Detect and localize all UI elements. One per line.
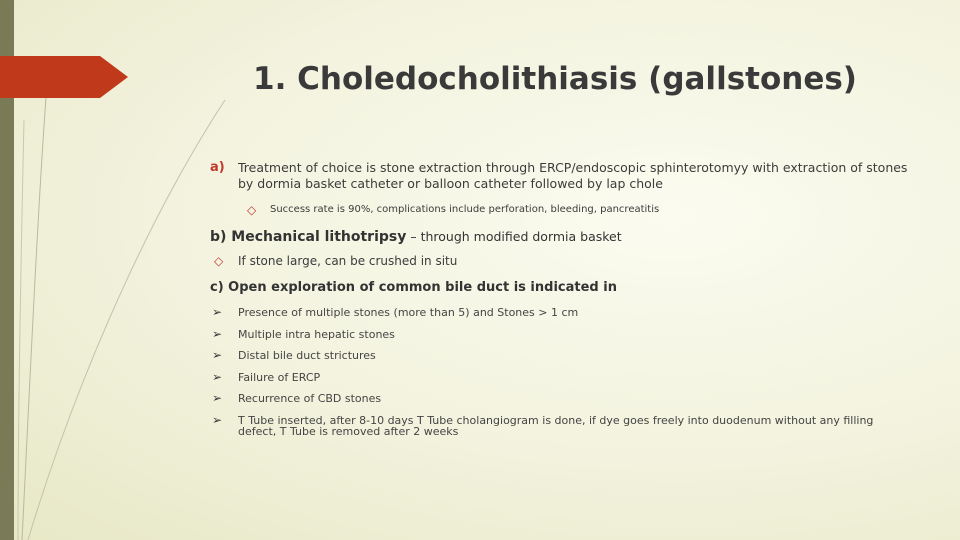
item-a: [210, 160, 910, 192]
item-b: [210, 229, 910, 245]
arrow-bullet-icon: ➢: [212, 391, 223, 405]
item-b-label: b) Mechanical lithotripsy: [210, 229, 407, 245]
item-a-marker: a): [210, 160, 225, 175]
item-a-sub: [210, 204, 910, 215]
item-b-sub: [210, 254, 910, 268]
arrow-bullet-icon: ➢: [212, 326, 223, 341]
item-a-text: Treatment of choice is stone extraction through ERCP/endoscopic sphinterotomyy with extraction of stones by dormia basket catheter or balloon catheter followed by lap chole: [238, 160, 908, 191]
list-item: ➢ Failure of ERCP: [212, 369, 321, 384]
list-item: ➢ Presence of multiple stones (more than 5) and Stones > 1 cm: [212, 305, 579, 319]
slide-body: [210, 160, 910, 447]
arrow-bullet-icon: ➢: [212, 348, 223, 362]
item-b-sub-text: If stone large, can be crushed in situ: [238, 254, 458, 268]
list-item: ➢ T Tube inserted, after 8-10 days T Tube cholangiogram is done, if dye goes freely into duodenum without any filling defect, T Tube is removed after 2 weeks: [212, 412, 874, 438]
list-item: ➢ Distal bile duct strictures: [212, 348, 376, 362]
diamond-bullet-icon: ◇: [214, 254, 224, 268]
arrow-bullet-icon: ➢: [212, 369, 223, 384]
arrow-bullet-icon: ➢: [212, 412, 223, 427]
list-item: ➢ Recurrence of CBD stones: [212, 391, 382, 405]
slide-title: 1. Choledocholithiasis (gallstones): [253, 61, 857, 97]
title-arrow-icon: [0, 56, 130, 98]
item-c: c) Open exploration of common bile duct is indicated in: [210, 280, 617, 295]
item-a-sub-text: Success rate is 90%, complications include perforation, bleeding, pancreatitis: [270, 204, 660, 215]
arrow-bullet-icon: ➢: [212, 305, 223, 319]
item-c-list: [210, 307, 910, 437]
item-b-tail: – through modified dormia basket: [406, 229, 622, 244]
diamond-bullet-icon: ◇: [247, 203, 257, 217]
list-item: ➢ Multiple intra hepatic stones: [212, 326, 395, 341]
